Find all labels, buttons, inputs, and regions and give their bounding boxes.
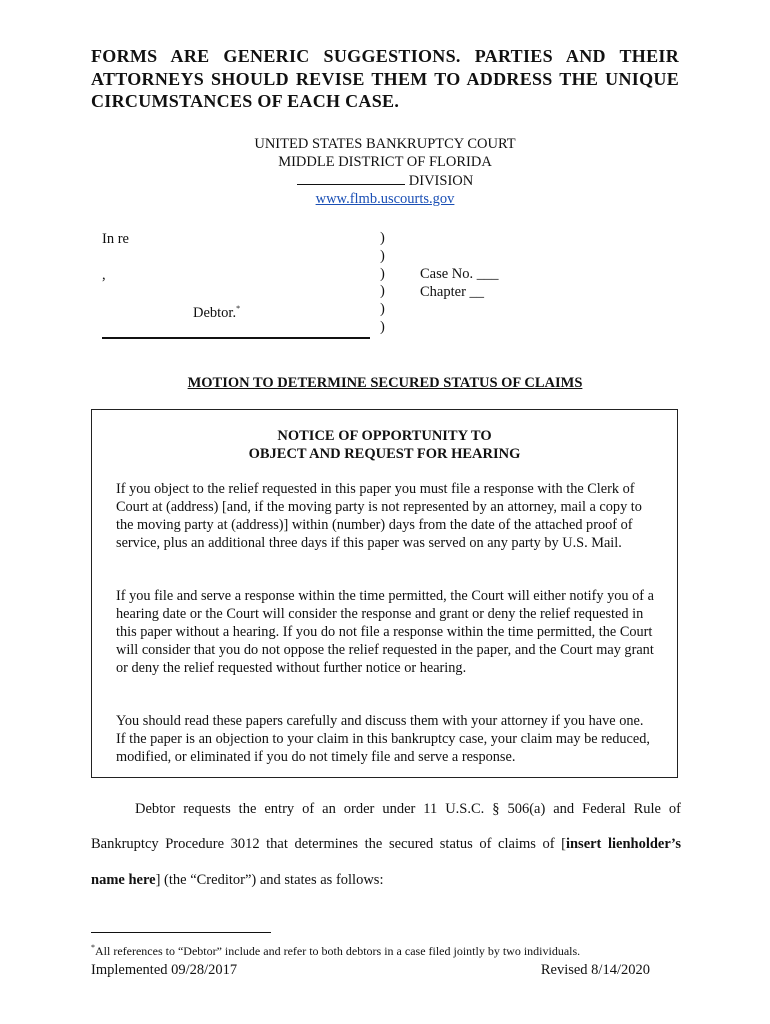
footnote-rule [91,932,271,933]
court-division [0,171,770,190]
paren: ) [380,265,385,282]
in-re-label: In re [102,231,129,247]
body-line-1: Debtor requests the entry of an order under 11 U.S.C. § 506(a) and Federal Rule of [135,801,681,817]
body-line-2-text: Bankruptcy Procedure 3012 that determines the secured status of claims of [ [91,836,566,852]
debtor-name-blank: , [102,267,106,283]
footnote-mark: * [236,304,241,313]
debtor-text: Debtor. [193,304,237,321]
notice-paragraph-1: If you object to the relief requested in this paper you must file a response with the Clerk of Court at (address) [and, if the moving party is not represented by an attorney, mail a copy to the moving party at (address)] within (number) days from the date of the attached proof of service, plus an additional three days if this paper was served on any party by U.S. Mail. [116,481,642,551]
court-name: UNITED STATES BANKRUPTCY COURT [254,136,516,152]
paren: ) [380,318,385,335]
paren: ) [380,283,385,300]
case-number: Case No. ___ [420,266,499,282]
notice-paragraph-3: You should read these papers carefully and discuss them with your attorney if you have one. If the paper is an objection to your claim in this bankruptcy case, your claim may be reduced, modified, or eliminated if you do not timely file and serve a response. [116,713,650,765]
body-line-2 [91,835,681,853]
lienholder-placeholder-end: name here [91,872,156,888]
division-label: DIVISION [408,173,474,189]
court-district: MIDDLE DISTRICT OF FLORIDA [278,154,492,170]
debtor-label [193,300,240,322]
paren: ) [380,230,385,246]
notice-title-line-1: NOTICE OF OPPORTUNITY TO [277,428,492,444]
division-blank[interactable] [297,171,405,185]
footnote-marker: * [91,943,95,952]
court-website-link[interactable]: www.flmb.uscourts.gov [315,191,455,207]
court-header [0,135,770,208]
body-line-3-text: ] (the “Creditor”) and states as follows: [155,872,384,888]
paren: ) [380,247,385,264]
notice-paragraph-2: If you file and serve a response within the time permitted, the Court will either notify you of a hearing date or the Court will consider the response and grant or deny the relief requested in this paper without a hearing. If you do not file a response within the time permitted, the Court will consider that you do not oppose the relief requested in the paper, and the Court may grant or deny the relief requested without further notice or hearing. [116,588,654,676]
caption-parens [380,230,385,337]
body-line-3 [91,871,383,889]
motion-title: MOTION TO DETERMINE SECURED STATUS OF CLAIMS [187,375,583,391]
footnote-text: All references to “Debtor” include and refer to both debtors in a case filed jointly by two individuals. [95,944,581,958]
chapter-number: Chapter __ [420,284,485,300]
notice-title-line-2: OBJECT AND REQUEST FOR HEARING [248,446,521,462]
paren: ) [380,301,385,318]
implemented-date: Implemented 09/28/2017 [91,962,238,978]
generic-forms-warning: FORMS ARE GENERIC SUGGESTIONS. PARTIES AND THEIR ATTORNEYS SHOULD REVISE THEM TO ADDRESS THE UNIQUE CIRCUMSTANCES OF EACH CASE. [91,46,679,111]
footnote [91,943,580,959]
caption-underline [102,337,370,339]
lienholder-placeholder: insert lienholder’s [565,836,681,852]
revised-date: Revised 8/14/2020 [540,962,650,978]
